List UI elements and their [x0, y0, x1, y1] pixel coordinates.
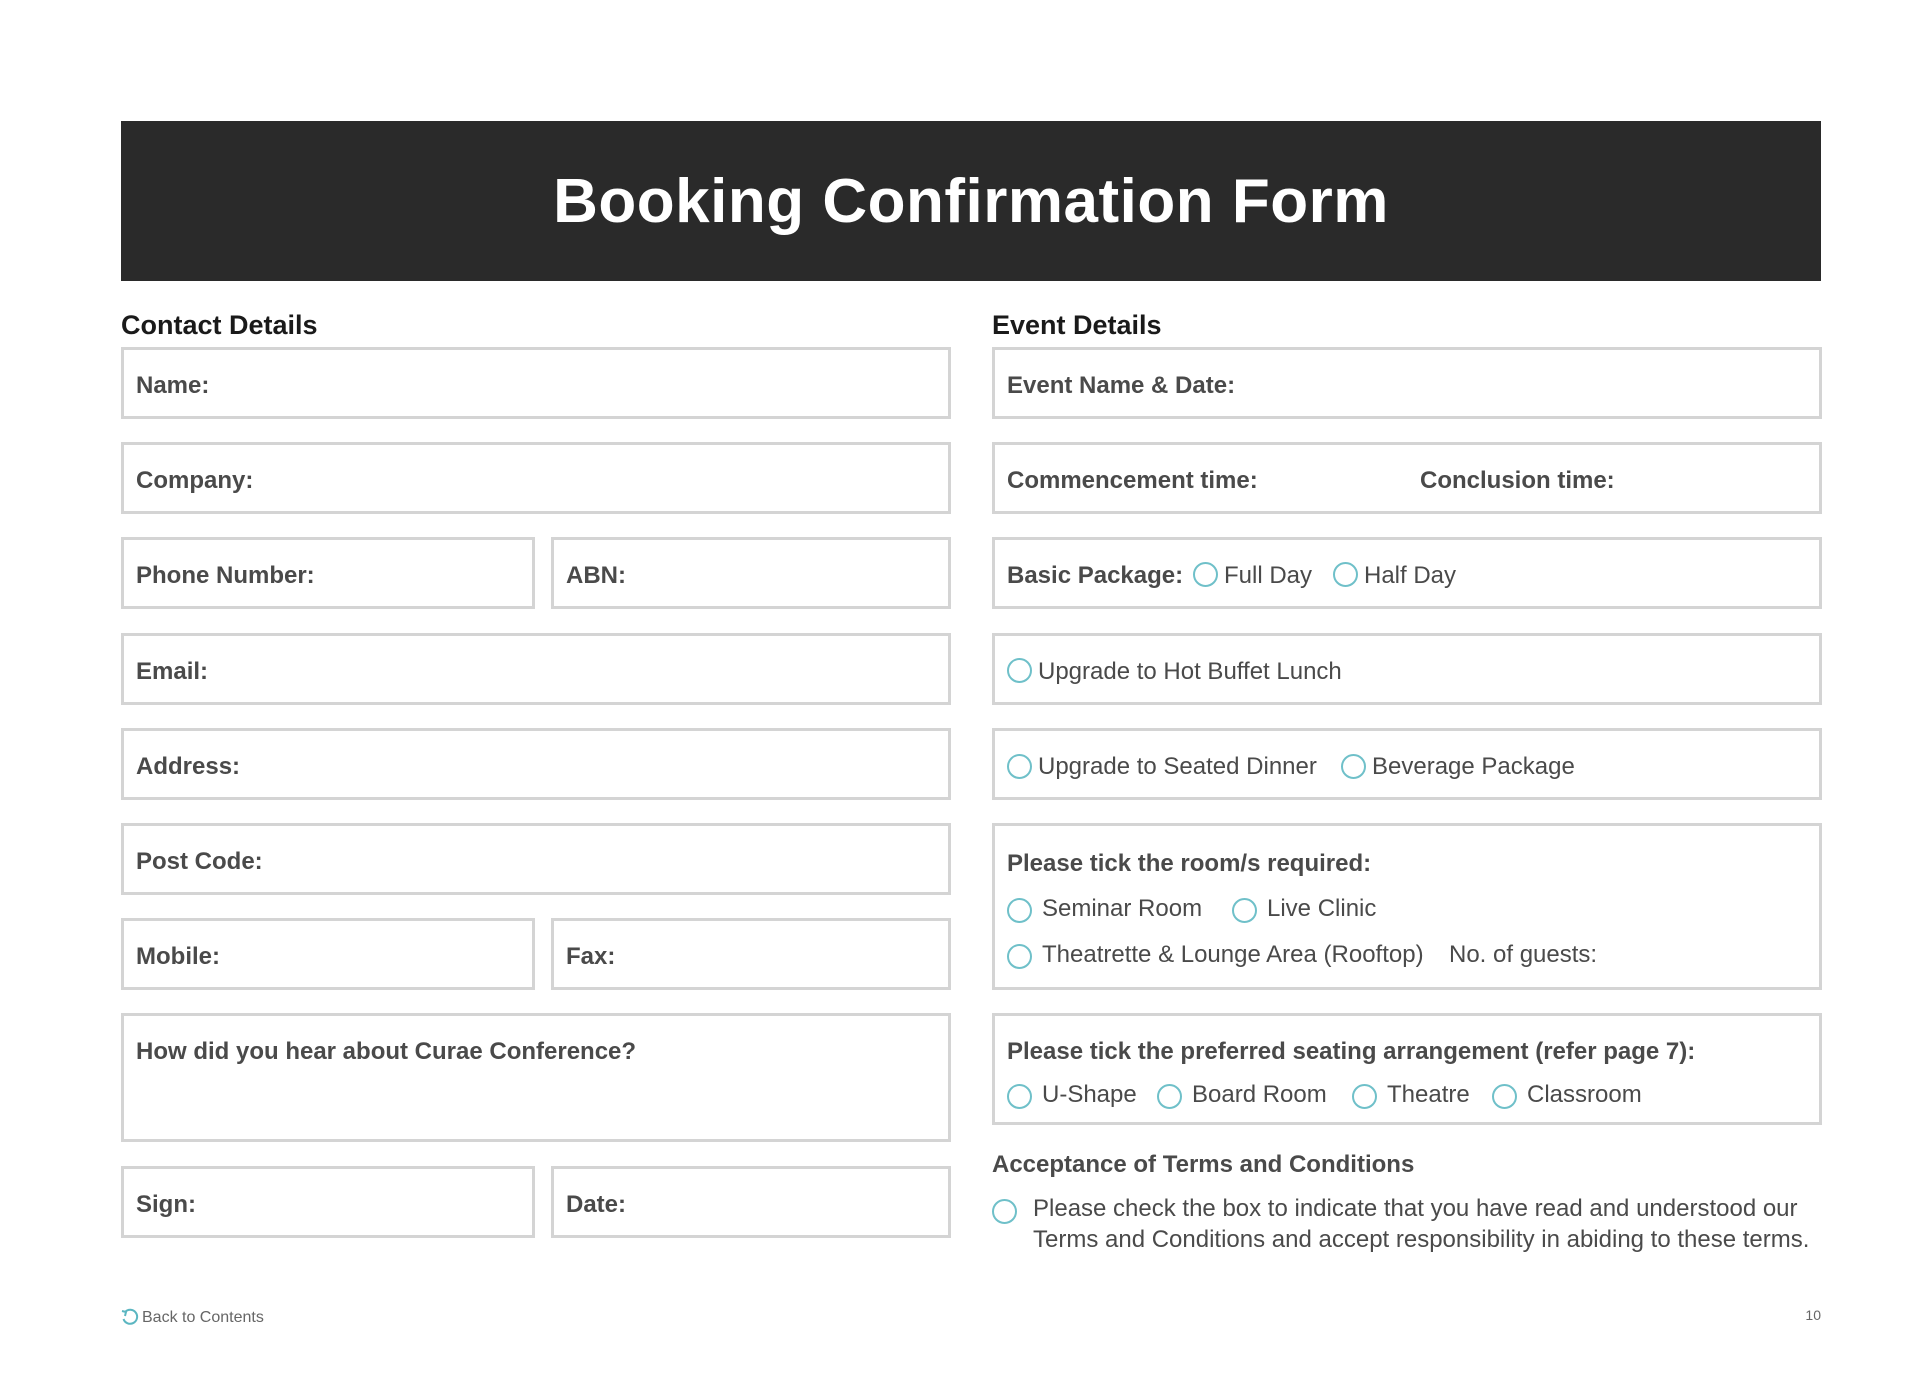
seating-group [992, 1013, 1822, 1125]
beverage-package-label: Beverage Package [1372, 753, 1575, 780]
seminar-room-radio[interactable] [1007, 898, 1032, 923]
terms-title: Acceptance of Terms and Conditions [992, 1151, 1415, 1178]
phone-number-label: Phone Number: [136, 562, 315, 589]
board-room-radio[interactable] [1157, 1084, 1182, 1109]
board-room-label: Board Room [1192, 1081, 1327, 1108]
event-name-date-label: Event Name & Date: [1007, 372, 1236, 399]
event-details-heading: Event Details [992, 310, 1162, 340]
u-shape-label: U-Shape [1042, 1081, 1137, 1108]
classroom-radio[interactable] [1492, 1084, 1517, 1109]
basic-package-label: Basic Package: [1007, 562, 1184, 589]
fax-label: Fax: [566, 943, 616, 970]
seminar-room-label: Seminar Room [1042, 895, 1203, 922]
sign-field[interactable] [121, 1166, 535, 1238]
company-field[interactable] [121, 442, 951, 514]
referral-source-label: How did you hear about Curae Conference? [136, 1038, 637, 1065]
contact-details-heading: Contact Details [121, 310, 318, 340]
mobile-field[interactable] [121, 918, 535, 990]
theatre-label: Theatre [1387, 1081, 1470, 1108]
post-code-field[interactable] [121, 823, 951, 895]
half-day-radio[interactable] [1333, 562, 1358, 587]
address-field[interactable] [121, 728, 951, 800]
title-banner [121, 121, 1821, 281]
half-day-label: Half Day [1364, 562, 1457, 589]
referral-source-field[interactable] [121, 1013, 951, 1142]
sign-label: Sign: [136, 1191, 196, 1218]
terms-accept-radio[interactable] [992, 1199, 1017, 1224]
name-field[interactable] [121, 347, 951, 419]
back-to-contents-label: Back to Contents [142, 1309, 264, 1326]
full-day-label: Full Day [1224, 562, 1313, 589]
event-times-field[interactable] [992, 442, 1822, 514]
event-name-date-field[interactable] [992, 347, 1822, 419]
beverage-package-radio[interactable] [1341, 754, 1366, 779]
theatre-radio[interactable] [1352, 1084, 1377, 1109]
rooms-title: Please tick the room/s required: [1007, 850, 1372, 877]
hot-buffet-label: Upgrade to Hot Buffet Lunch [1038, 658, 1342, 685]
seated-dinner-label: Upgrade to Seated Dinner [1038, 753, 1317, 780]
date-label: Date: [566, 1191, 627, 1218]
seated-dinner-radio[interactable] [1007, 754, 1032, 779]
fax-field[interactable] [551, 918, 951, 990]
theatrette-label: Theatrette & Lounge Area (Rooftop) [1042, 941, 1424, 968]
page-number: 10 [1805, 1307, 1821, 1323]
hot-buffet-radio[interactable] [1007, 658, 1032, 683]
dinner-beverage-row [992, 728, 1822, 800]
phone-number-field[interactable] [121, 537, 535, 609]
address-label: Address: [136, 753, 241, 780]
live-clinic-label: Live Clinic [1267, 895, 1377, 922]
company-label: Company: [136, 467, 254, 494]
conclusion-time-label: Conclusion time: [1420, 467, 1615, 494]
basic-package-row [992, 537, 1822, 609]
guests-label: No. of guests: [1449, 941, 1598, 968]
abn-field[interactable] [551, 537, 951, 609]
rooms-group [992, 823, 1822, 990]
back-arrow-icon [120, 1308, 140, 1328]
back-to-contents-link[interactable] [120, 1308, 264, 1328]
terms-text-line2: Terms and Conditions and accept responsibility in abiding to these terms. [1033, 1226, 1810, 1253]
hot-buffet-row [992, 633, 1822, 705]
name-label: Name: [136, 372, 210, 399]
full-day-radio[interactable] [1193, 562, 1218, 587]
email-label: Email: [136, 658, 209, 685]
post-code-label: Post Code: [136, 848, 263, 875]
abn-label: ABN: [566, 562, 626, 589]
page-title: Booking Confirmation Form [553, 166, 1389, 236]
theatrette-radio[interactable] [1007, 944, 1032, 969]
classroom-label: Classroom [1527, 1081, 1642, 1108]
seating-title: Please tick the preferred seating arrangement (refer page 7): [1007, 1038, 1696, 1065]
terms-text-line1: Please check the box to indicate that you have read and understood our [1033, 1195, 1798, 1222]
u-shape-radio[interactable] [1007, 1084, 1032, 1109]
date-field[interactable] [551, 1166, 951, 1238]
email-field[interactable] [121, 633, 951, 705]
mobile-label: Mobile: [136, 943, 220, 970]
commencement-time-label: Commencement time: [1007, 467, 1258, 494]
live-clinic-radio[interactable] [1232, 898, 1257, 923]
